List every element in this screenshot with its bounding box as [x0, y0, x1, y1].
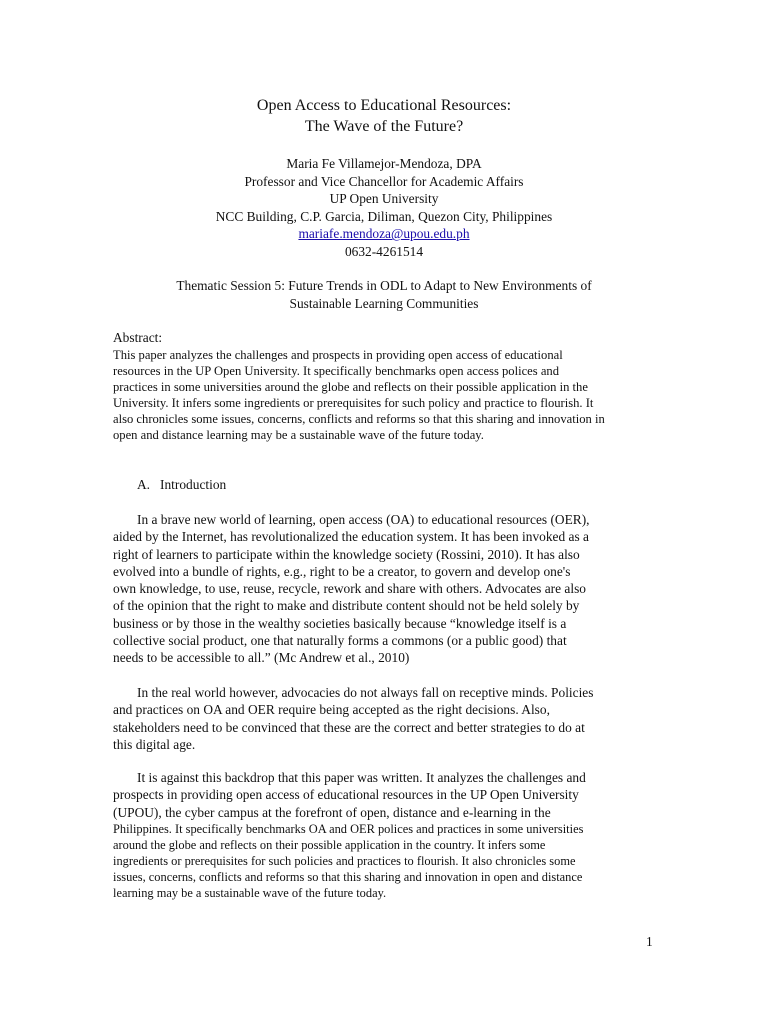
paragraph-line: business or by those in the wealthy societies basically because “knowledge itself is a: [113, 615, 567, 631]
paragraph-line: prospects in providing open access of educational resources in the UP Open University: [113, 787, 579, 803]
section-label: A.: [137, 477, 151, 492]
paragraph-line: (UPOU), the cyber campus at the forefront of open, distance and e-learning in the: [113, 804, 551, 820]
session-line-1: Thematic Session 5: Future Trends in ODL to Adapt to New Environments of: [176, 278, 592, 293]
abstract-body: [113, 347, 658, 443]
paragraph-line: ingredients or prerequisites for such policies and practices to flourish. It also chronicles some: [113, 853, 576, 868]
paragraph-line: aided by the Internet, has revolutionalized the education system. It has been invoked as a: [113, 529, 589, 545]
paragraph-2: [113, 684, 658, 753]
paragraph-line: evolved into a bundle of rights, e.g., right to be a creator, to govern and develop one's: [113, 563, 571, 579]
paragraph-line: around the globe and reflects on their possible application in the country. It infers some: [113, 837, 546, 852]
thematic-session: [140, 277, 628, 312]
author-phone: 0632-4261514: [344, 243, 424, 259]
author-info: [0, 155, 768, 261]
section-heading-introduction: [137, 476, 226, 494]
paragraph-line: of the opinion that the right to make and distribute content should not be held solely by: [113, 598, 580, 614]
paragraph-line: learning may be a sustainable wave of the future today.: [113, 885, 387, 900]
paragraph-line: this digital age.: [113, 736, 196, 752]
abstract-line: University. It infers some ingredients or prerequisites for such policy and practice to flourish. It: [113, 396, 594, 410]
page-number: 1: [646, 934, 653, 949]
paragraph-line: and practices on OA and OER require being accepted as the right decisions. Also,: [113, 702, 550, 718]
abstract-line: This paper analyzes the challenges and prospects in providing open access of educational: [113, 348, 563, 362]
author-institution: UP Open University: [329, 191, 439, 207]
author-position: Professor and Vice Chancellor for Academic Affairs: [244, 173, 524, 189]
session-line-2: Sustainable Learning Communities: [289, 295, 479, 311]
abstract-line: practices in some universities around the globe and reflects on their possible application in the: [113, 380, 588, 394]
author-address: NCC Building, C.P. Garcia, Diliman, Quezon City, Philippines: [215, 208, 553, 224]
paper-title: [0, 95, 768, 137]
paragraph-line: It is against this backdrop that this paper was written. It analyzes the challenges and: [137, 770, 586, 785]
abstract-heading: Abstract:: [113, 330, 163, 345]
paragraph-line: issues, concerns, conflicts and reforms so that this sharing and innovation in open and distance: [113, 869, 583, 884]
paragraph-line: right of learners to participate within the knowledge society (Rossini, 2010). It has also: [113, 546, 580, 562]
paragraph-3: [113, 769, 658, 901]
paragraph-line: In a brave new world of learning, open access (OA) to educational resources (OER),: [137, 512, 590, 527]
paragraph-line: collective social product, one that naturally forms a commons (or a public good) that: [113, 633, 567, 649]
section-title: Introduction: [160, 477, 227, 492]
abstract-line: resources in the UP Open University. It specifically benchmarks open access polices and: [113, 364, 560, 378]
paragraph-line: In the real world however, advocacies do not always fall on receptive minds. Policies: [137, 685, 594, 700]
title-line-1: Open Access to Educational Resources:: [256, 97, 512, 114]
author-name: Maria Fe Villamejor-Mendoza, DPA: [286, 156, 482, 171]
paragraph-1: [113, 511, 658, 667]
paragraph-line: stakeholders need to be convinced that these are the correct and better strategies to do at: [113, 719, 585, 735]
abstract-line: also chronicles some issues, concerns, conflicts and reforms so that this sharing and innovation in: [113, 412, 605, 426]
paragraph-line: Philippines. It specifically benchmarks OA and OER polices and practices in some universities: [113, 821, 584, 836]
paragraph-line: needs to be accessible to all.” (Mc Andrew et al., 2010): [113, 650, 410, 666]
abstract-line: open and distance learning may be a sustainable wave of the future today.: [113, 428, 484, 442]
title-line-2: The Wave of the Future?: [304, 118, 464, 135]
author-email-link[interactable]: mariafe.mendoza@upou.edu.ph: [298, 226, 470, 242]
paragraph-line: own knowledge, to use, reuse, recycle, rework and share with others. Advocates are also: [113, 581, 586, 597]
